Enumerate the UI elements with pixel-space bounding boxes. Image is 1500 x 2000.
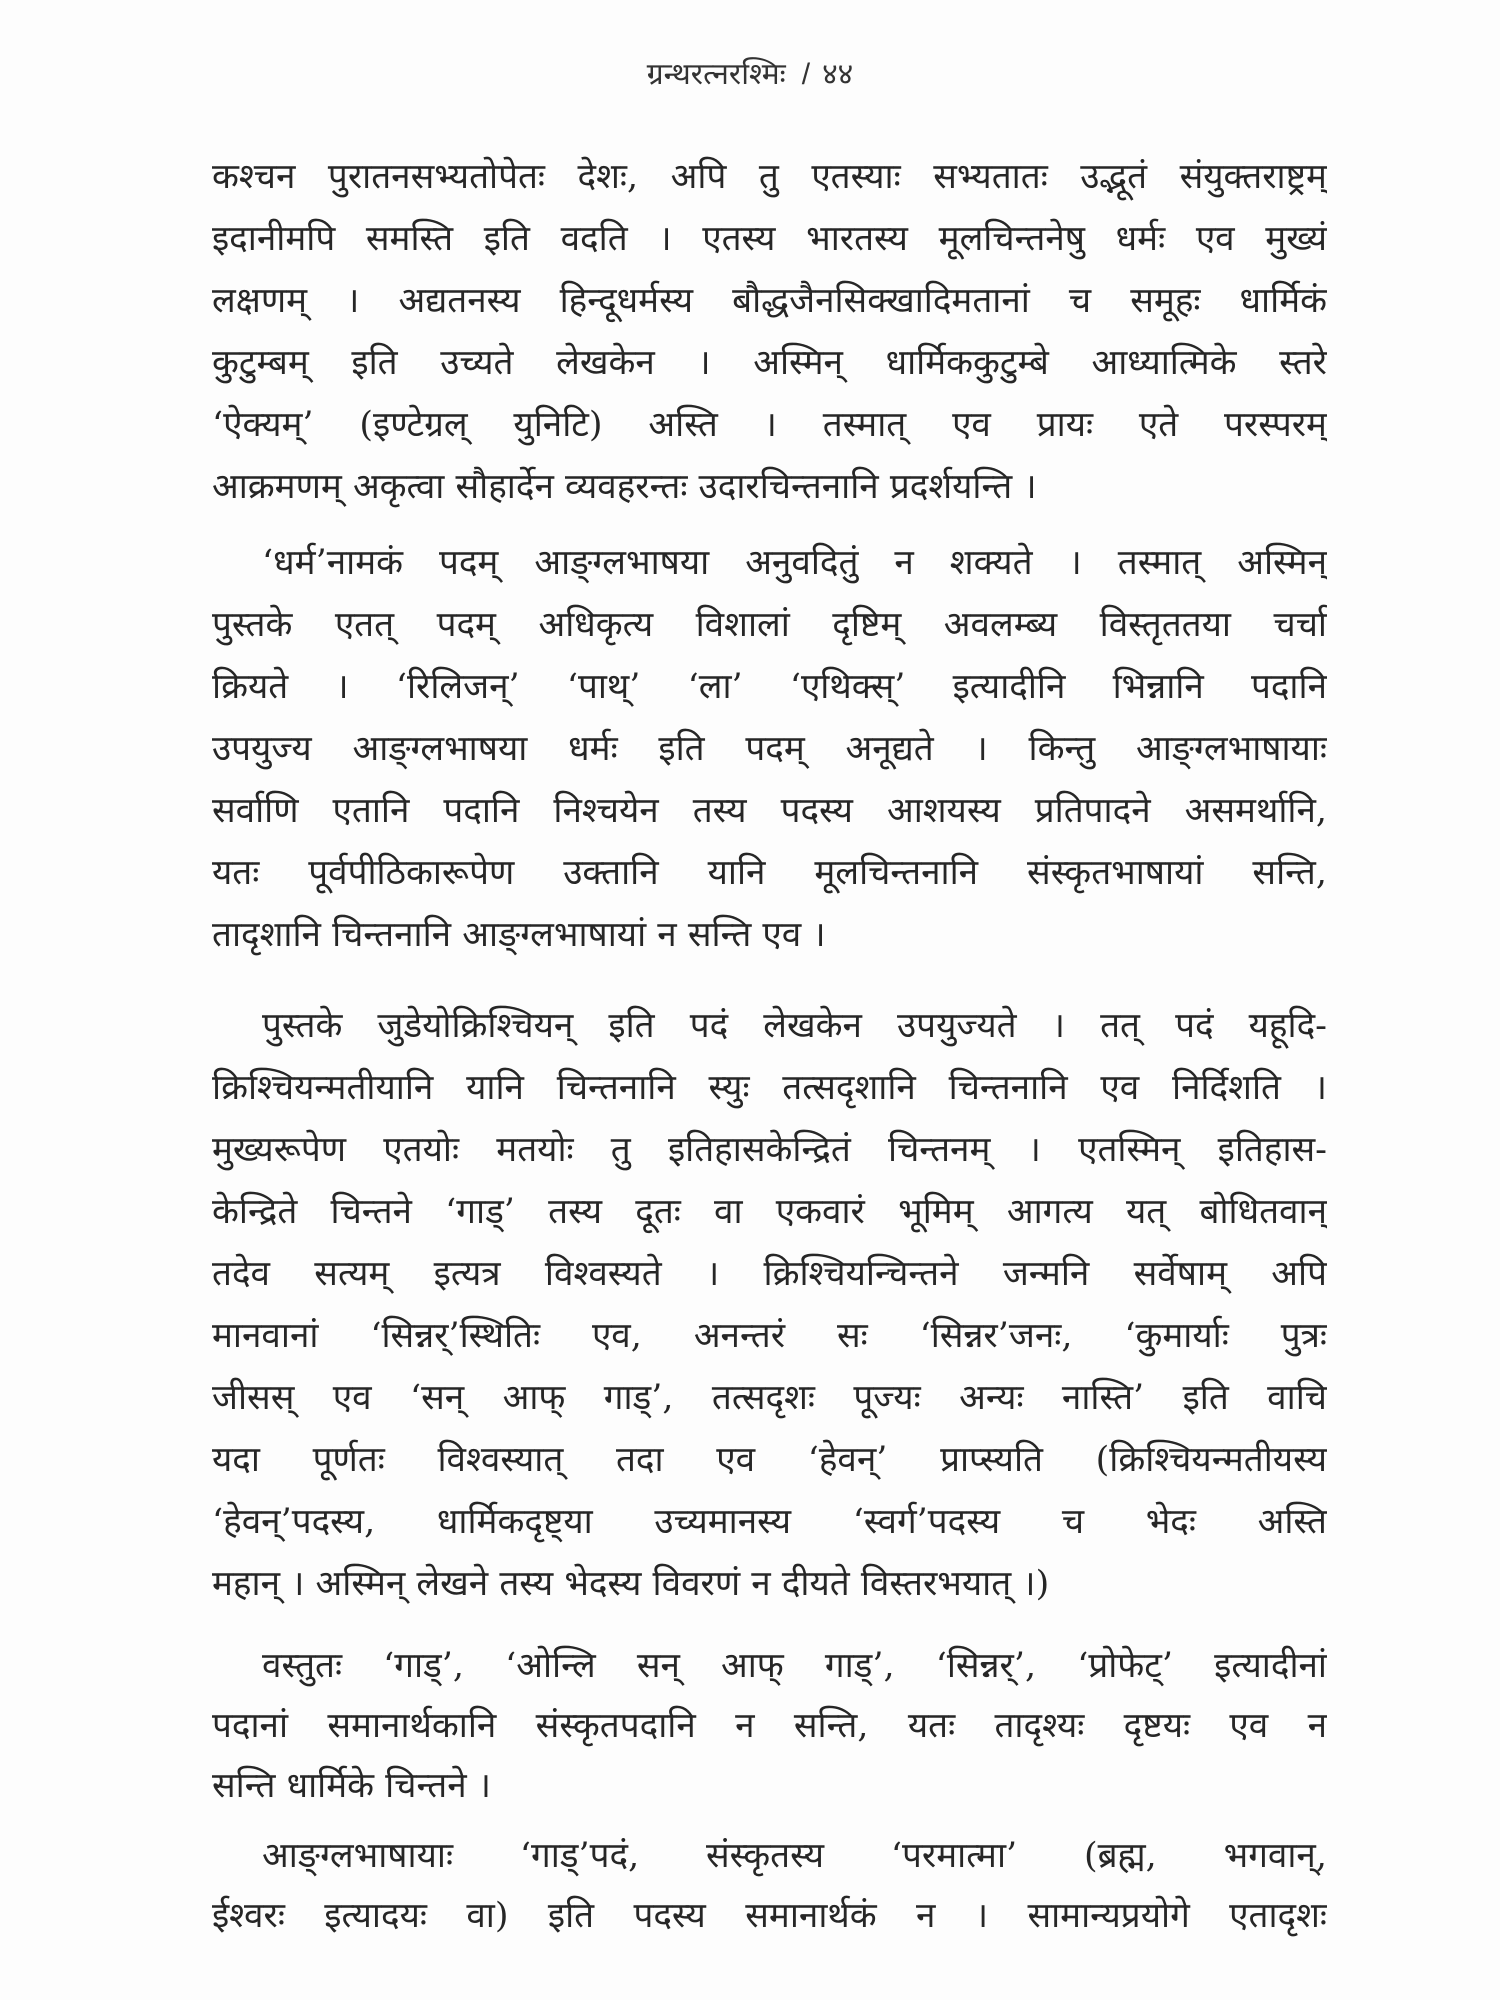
text-line: यदा पूर्णतः विश्वस्यात् तदा एव ‘हेवन्’ प्राप्स्यति (क्रिश्चियन्मतीयस्य [212, 1440, 1327, 1480]
text-line: ‘हेवन्’पदस्य, धार्मिकदृष्ट्या उच्यमानस्य ‘स्वर्ग’पदस्य च भेदः अस्ति [212, 1502, 1327, 1542]
text-line: पदानां समानार्थकानि संस्कृतपदानि न सन्ति, यतः तादृश्यः दृष्टयः एव न [212, 1706, 1327, 1746]
text-line: ईश्वरः इत्यादयः वा) इति पदस्य समानार्थकं न । सामान्यप्रयोगे एतादृशः [212, 1896, 1327, 1936]
text-line: सर्वाणि एतानि पदानि निश्चयेन तस्य पदस्य आशयस्य प्रतिपादने असमर्थानि, [212, 791, 1327, 831]
text-line: ‘ऐक्यम्’ (इण्टेग्रल् युनिटि) अस्ति । तस्मात् एव प्रायः एते परस्परम् [212, 405, 1327, 445]
page-number: ४४ [822, 57, 854, 92]
text-line: लक्षणम् । अद्यतनस्य हिन्दूधर्मस्य बौद्धजैनसिक्खादिमतानां च समूहः धार्मिकं [212, 281, 1327, 321]
text-line: पुस्तके जुडेयोक्रिश्चियन् इति पदं लेखकेन उपयुज्यते । तत् पदं यहूदि- [262, 1006, 1327, 1046]
text-line: मुख्यरूपेण एतयोः मतयोः तु इतिहासकेन्द्रितं चिन्तनम् । एतस्मिन् इतिहास- [212, 1130, 1327, 1170]
text-line: तादृशानि चिन्तनानि आङ्ग्लभाषायां न सन्ति एव । [212, 915, 826, 955]
paragraph-3 [212, 995, 1327, 1615]
text-line: क्रियते । ‘रिलिजन्’ ‘पाथ्’ ‘ला’ ‘एथिक्स्’ इत्यादीनि भिन्नानि पदानि [212, 667, 1327, 707]
text-line: इदानीमपि समस्ति इति वदति । एतस्य भारतस्य मूलचिन्तनेषु धर्मः एव मुख्यं [212, 219, 1327, 259]
text-line: तदेव सत्यम् इत्यत्र विश्वस्यते । क्रिश्चियन्चिन्तने जन्मनि सर्वेषाम् अपि [212, 1254, 1327, 1294]
text-line: कश्चन पुरातनसभ्यतोपेतः देशः, अपि तु एतस्याः सभ्यतातः उद्भूतं संयुक्तराष्ट्रम् [212, 157, 1327, 197]
text-line: क्रिश्चियन्मतीयानि यानि चिन्तनानि स्युः तत्सदृशानि चिन्तनानि एव निर्दिशति । [212, 1068, 1327, 1108]
text-line: यतः पूर्वपीठिकारूपेण उक्तानि यानि मूलचिन्तनानि संस्कृतभाषायां सन्ति, [212, 853, 1327, 893]
text-line: आक्रमणम् अकृत्वा सौहार्देन व्यवहरन्तः उदारचिन्तनानि प्रदर्शयन्ति । [212, 467, 1037, 507]
text-line: ‘धर्म’नामकं पदम् आङ्ग्लभाषया अनुवदितुं न शक्यते । तस्मात् अस्मिन् [262, 543, 1327, 583]
text-line: पुस्तके एतत् पदम् अधिकृत्य विशालां दृष्टिम् अवलम्ब्य विस्तृततया चर्चा [212, 605, 1327, 645]
book-title: ग्रन्थरत्नरश्मिः [646, 57, 786, 92]
text-line: महान् । अस्मिन् लेखने तस्य भेदस्य विवरणं न दीयते विस्तरभयात् ।) [212, 1564, 1050, 1604]
text-line: वस्तुतः ‘गाड्’, ‘ओन्लि सन् आफ् गाड्’, ‘सिन्नर्’, ‘प्रोफेट्’ इत्यादीनां [262, 1646, 1327, 1686]
text-line: कुटुम्बम् इति उच्यते लेखकेन । अस्मिन् धार्मिककुटुम्बे आध्यात्मिके स्तरे [212, 343, 1327, 383]
text-line: उपयुज्य आङ्ग्लभाषया धर्मः इति पदम् अनूद्यते । किन्तु आङ्ग्लभाषायाः [212, 729, 1327, 769]
text-line: मानवानां ‘सिन्नर्’स्थितिः एव, अनन्तरं सः ‘सिन्नर’जनः, ‘कुमार्याः पुत्रः [212, 1316, 1327, 1356]
paragraph-5 [212, 1826, 1327, 1946]
paragraph-2 [212, 532, 1327, 966]
header-separator: / [801, 58, 811, 91]
text-line: सन्ति धार्मिके चिन्तने । [212, 1766, 492, 1806]
text-line: केन्द्रिते चिन्तने ‘गाड्’ तस्य दूतः वा एकवारं भूमिम् आगत्य यत् बोधितवान् [212, 1192, 1327, 1232]
paragraph-4 [212, 1636, 1327, 1816]
text-line: आङ्ग्लभाषायाः ‘गाड्’पदं, संस्कृतस्य ‘परमात्मा’ (ब्रह्म, भगवान्, [262, 1836, 1327, 1876]
text-line: जीसस् एव ‘सन् आफ् गाड्’, तत्सदृशः पूज्यः अन्यः नास्ति’ इति वाचि [212, 1378, 1327, 1418]
paragraph-1 [212, 146, 1327, 518]
running-header [0, 52, 1500, 93]
